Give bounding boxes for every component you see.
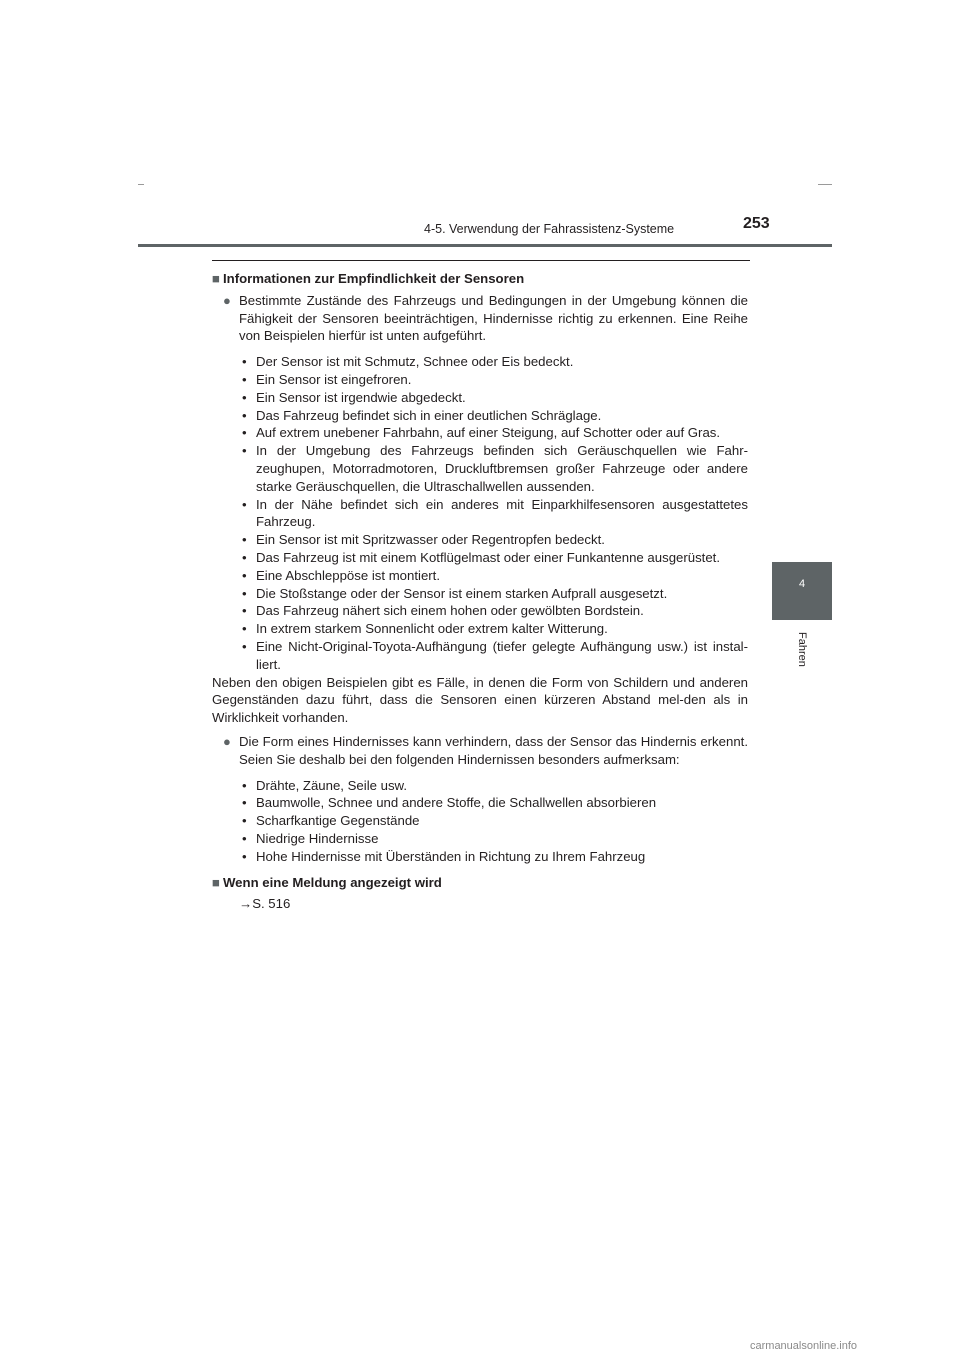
crop-mark-left xyxy=(138,184,144,185)
list-item-text: Baumwolle, Schnee und andere Stoffe, die Schallwellen absorbieren xyxy=(256,795,657,811)
section-heading-sensitivity xyxy=(212,270,748,288)
list-item xyxy=(212,602,748,620)
page-content xyxy=(212,270,748,913)
list-item-text: Das Fahrzeug nähert sich einem hohen oder gewölbten Bordstein. xyxy=(256,603,644,619)
list-item xyxy=(212,496,748,532)
obstacle-list xyxy=(212,777,748,866)
list-item-text: Ein Sensor ist mit Spritzwasser oder Regentropfen bedeckt. xyxy=(256,532,605,548)
list-item xyxy=(212,567,748,585)
bullet-icon: • xyxy=(242,443,247,459)
bullet-icon: • xyxy=(242,603,247,619)
list-item xyxy=(212,848,748,866)
chapter-tab-label: Fahren xyxy=(796,632,808,667)
list-item xyxy=(212,424,748,442)
list-item xyxy=(212,620,748,638)
list-item xyxy=(212,353,748,371)
list-item xyxy=(212,531,748,549)
note-paragraph: Neben den obigen Beispielen gibt es Fälle, in denen die Form von Schildern und anderen Gegenständen dazu führt, dass die Sensoren einen kürzeren Abstand mel-den als in Wirklichkeit vorhanden. xyxy=(212,674,748,726)
list-item xyxy=(212,585,748,603)
circle-bullet-icon: ● xyxy=(223,733,231,749)
bullet-icon: • xyxy=(242,549,247,565)
paragraph-text: Die Form eines Hindernisses kann verhindern, dass der Sensor das Hindernis erkennt. Seien Sie deshalb bei den folgenden Hindernissen besonders aufmerksam: xyxy=(239,733,748,767)
watermark: carmanualsonline.info xyxy=(750,1340,858,1352)
list-item-text: Eine Nicht-Original-Toyota-Aufhängung (tiefer gelegte Aufhängung usw.) ist instal-liert. xyxy=(256,638,748,672)
header-rule xyxy=(138,244,832,247)
list-item-text: Hohe Hindernisse mit Überständen in Richtung zu Ihrem Fahrzeug xyxy=(256,848,646,864)
list-item xyxy=(212,794,748,812)
list-item xyxy=(212,442,748,495)
list-item xyxy=(212,549,748,567)
list-item-text: In der Umgebung des Fahrzeugs befinden sich Geräuschquellen wie Fahr-zeughupen, Motorradmotoren, Druckluftbremsen großer Fahrzeuge oder andere starke Geräuschquellen, die Ultraschallwellen aussenden. xyxy=(256,443,748,494)
bullet-icon: • xyxy=(242,496,247,512)
bullet-icon: • xyxy=(242,621,247,637)
section-rule xyxy=(212,260,750,261)
list-item-text: Das Fahrzeug befindet sich in einer deutlichen Schräglage. xyxy=(256,407,602,423)
bullet-icon: • xyxy=(242,354,247,370)
arrow-right-icon: → xyxy=(239,896,253,912)
bullet-icon: • xyxy=(242,813,247,829)
list-item-text: Auf extrem unebener Fahrbahn, auf einer Steigung, auf Schotter oder auf Gras. xyxy=(256,425,721,441)
chapter-tab-number: 4 xyxy=(798,578,806,590)
list-item xyxy=(212,389,748,407)
page-reference-text: S. 516 xyxy=(252,896,291,912)
list-item xyxy=(212,830,748,848)
list-item xyxy=(212,777,748,795)
paragraph-text: Bestimmte Zustände des Fahrzeugs und Bedingungen in der Umgebung können die Fähigkeit der Sensoren beeinträchtigen, Hindernisse richtig zu erkennen. Eine Reihe von Beispielen hierfür ist unten aufgeführt. xyxy=(239,292,748,344)
condition-list xyxy=(212,353,748,673)
bullet-icon: • xyxy=(242,389,247,405)
list-item-text: Ein Sensor ist eingefroren. xyxy=(256,371,412,387)
list-item-text: Die Stoßstange oder der Sensor ist einem starken Aufprall ausgesetzt. xyxy=(256,585,668,601)
list-item-text: Das Fahrzeug ist mit einem Kotflügelmast oder einer Funkantenne ausgerüstet. xyxy=(256,549,721,565)
list-item-text: Niedrige Hindernisse xyxy=(256,830,379,846)
square-bullet-icon: ■ xyxy=(212,271,220,286)
page-number: 253 xyxy=(743,215,770,232)
page-reference[interactable] xyxy=(212,895,748,913)
bullet-icon: • xyxy=(242,371,247,387)
list-item xyxy=(212,638,748,674)
chapter-tab xyxy=(772,562,832,620)
info-paragraph-2 xyxy=(212,733,748,769)
bullet-icon: • xyxy=(242,638,247,654)
list-item xyxy=(212,371,748,389)
list-item-text: Drähte, Zäune, Seile usw. xyxy=(256,777,408,793)
circle-bullet-icon: ● xyxy=(223,292,231,308)
bullet-icon: • xyxy=(242,795,247,811)
list-item xyxy=(212,407,748,425)
section-heading-text: Informationen zur Empfindlichkeit der Sensoren xyxy=(222,271,525,286)
list-item-text: In der Nähe befindet sich ein anderes mit Einparkhilfesensoren ausgestattetes Fahrzeug. xyxy=(256,496,748,530)
chapter-header-title: 4-5. Verwendung der Fahrassistenz-Systeme xyxy=(424,222,675,236)
crop-mark-right xyxy=(818,184,832,185)
bullet-icon: • xyxy=(242,425,247,441)
bullet-icon: • xyxy=(242,532,247,548)
list-item-text: In extrem starkem Sonnenlicht oder extrem kalter Witterung. xyxy=(256,621,608,637)
bullet-icon: • xyxy=(242,777,247,793)
section-heading-message xyxy=(212,874,748,892)
section-heading-text: Wenn eine Meldung angezeigt wird xyxy=(222,874,442,890)
list-item-text: Eine Abschleppöse ist montiert. xyxy=(256,567,440,583)
bullet-icon: • xyxy=(242,848,247,864)
info-paragraph-1 xyxy=(212,292,748,345)
bullet-icon: • xyxy=(242,407,247,423)
list-item xyxy=(212,812,748,830)
list-item-text: Der Sensor ist mit Schmutz, Schnee oder Eis bedeckt. xyxy=(256,354,574,370)
bullet-icon: • xyxy=(242,830,247,846)
bullet-icon: • xyxy=(242,585,247,601)
list-item-text: Scharfkantige Gegenstände xyxy=(256,813,420,829)
square-bullet-icon: ■ xyxy=(212,874,220,890)
bullet-icon: • xyxy=(242,567,247,583)
list-item-text: Ein Sensor ist irgendwie abgedeckt. xyxy=(256,389,466,405)
